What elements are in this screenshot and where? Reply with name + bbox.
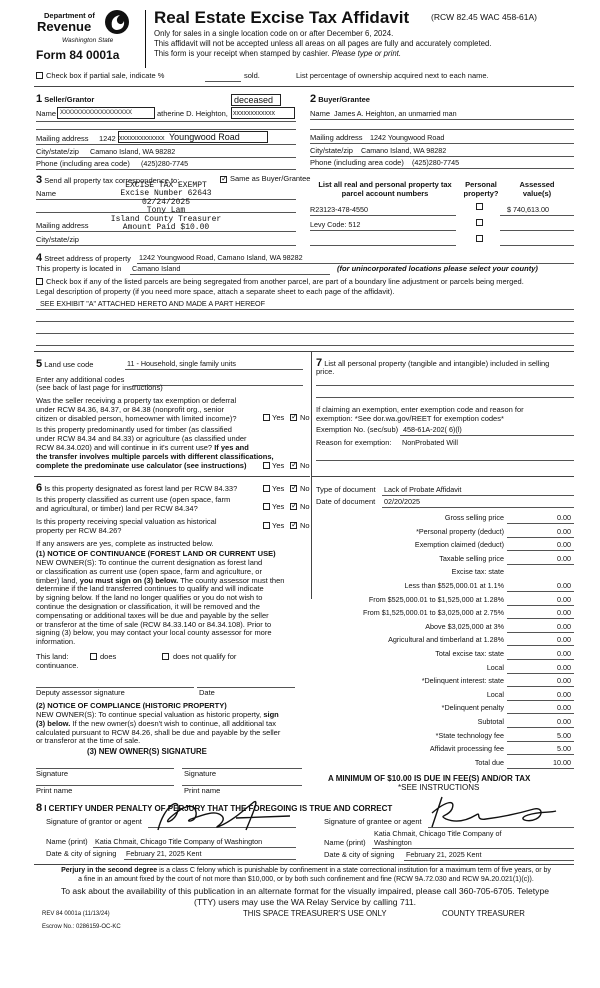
excise-exempt-stamp bbox=[96, 182, 236, 232]
escrow-number: Escrow No.: 0286159-OC-KC bbox=[42, 924, 121, 930]
notice-continuance-body: NEW OWNER(S): To continue the current designation as forest land or classification as current use (open space, farm and agriculture, or timber) land, you must sign on (3) below. The county assessor must then determine if the land transferred continues to qualify and will indicate by signing below. If the land no longer qualifies or you do not wish to continue the designation or classification, it will be removed and the compensating or additional taxes will be due and payable by the seller or transferor at the time of sale (RCW 84.33.140 or 84.34.108). Prior to signing (3) below, you may contact your local county assessor for more information. bbox=[36, 558, 285, 647]
grantee-name-label: Name (print) bbox=[324, 838, 366, 847]
parcel-header-col2: Personal property? bbox=[463, 180, 499, 198]
partial-sale-percent-field[interactable] bbox=[205, 81, 241, 82]
tax-row-label: Less than $525,000.01 at 1.1% bbox=[404, 581, 504, 590]
personal-property-label2: price. bbox=[316, 367, 335, 376]
grantor-date-label: Date & city of signing bbox=[46, 849, 117, 858]
seller-name-redacted2: xxxxxxxxxxxx bbox=[233, 110, 275, 117]
tax-row-label: *Personal property (deduct) bbox=[416, 526, 504, 536]
tax-row-value[interactable]: 0.00 bbox=[557, 513, 571, 522]
seller-mailing-label: Mailing address bbox=[36, 134, 89, 143]
land-use-value[interactable]: 11 - Household, single family units bbox=[127, 359, 236, 368]
tax-row-label: Excise tax: state bbox=[451, 567, 504, 577]
grantee-name-value-a[interactable]: Katia Chmait, Chicago Title Company of bbox=[374, 829, 502, 838]
tax-row-label: Local bbox=[486, 662, 504, 672]
current-use-question: Is this property classified as current use (open space, farm and agricultural, or timber) land per RCW 84.34? bbox=[36, 495, 231, 513]
historic-no-checkbox[interactable] bbox=[290, 522, 297, 529]
no-label: No bbox=[300, 413, 310, 422]
forest-no-checkbox[interactable] bbox=[290, 485, 297, 492]
grantor-signature-icon bbox=[150, 796, 300, 836]
tax-row-value[interactable]: 0.00 bbox=[557, 526, 571, 536]
doc-date-label: Date of document bbox=[316, 497, 376, 506]
parcel-number-1[interactable]: R23123-478-4550 bbox=[310, 205, 368, 214]
tax-row-value[interactable]: 0.00 bbox=[557, 717, 571, 726]
claim-exemption-note: If claiming an exemption, enter exemption code and reason for exemption: *See dor.wa.gov/REET for exemption codes* bbox=[316, 405, 524, 423]
partial-sale-sold: sold. bbox=[244, 71, 260, 80]
grantor-date-value[interactable]: February 21, 2025 Kent bbox=[126, 849, 202, 858]
ownership-note: List percentage of ownership acquired next to each name. bbox=[296, 71, 489, 80]
reason-label: Reason for exemption: bbox=[316, 438, 392, 447]
no-label: No bbox=[300, 521, 310, 530]
owner-print-name-label: Print name bbox=[36, 786, 73, 795]
parcel-header-col3: Assessed value(s) bbox=[519, 180, 555, 198]
revision-label: REV 84 0001a (11/13/24) bbox=[42, 911, 110, 917]
seller-heading: 1 Seller/Grantor bbox=[36, 93, 95, 105]
timber-no-checkbox[interactable] bbox=[290, 462, 297, 469]
exemption-question: Was the seller receiving a property tax exemption or deferral under RCW 84.36, 84.37, or 84.38 (nonprofit org., senior citizen or disabled person, homeowner with limited income)? bbox=[36, 396, 237, 423]
land-use-label: 5 Land use code bbox=[36, 358, 94, 370]
reason-value[interactable]: NonProbated Will bbox=[402, 438, 458, 447]
personal-property-checkbox-2[interactable] bbox=[476, 219, 483, 226]
buyer-heading: 2 Buyer/Grantee bbox=[310, 93, 370, 105]
personal-property-label: 7 List all personal property (tangible and intangible) included in selling bbox=[316, 357, 550, 369]
tax-row-label: *Delinquent penalty bbox=[441, 703, 504, 713]
tax-row-label: Affidavit processing fee bbox=[429, 744, 504, 754]
assessed-value-1[interactable]: $ 740,613.00 bbox=[507, 205, 549, 214]
tax-row-label: Agricultural and timberland at 1.28% bbox=[388, 635, 504, 645]
no-label: No bbox=[300, 484, 310, 493]
tax-row-label: Total excise tax: state bbox=[435, 649, 504, 658]
header-note3: This form is your receipt when stamped by cashier. Please type or print. bbox=[154, 49, 402, 58]
seller-deceased-box: deceased bbox=[231, 94, 281, 106]
stamp-line: Amount Paid $10.00 bbox=[122, 222, 210, 232]
owner-signature-label: Signature bbox=[184, 769, 217, 778]
form-number: Form 84 0001a bbox=[36, 48, 120, 62]
yes-label: Yes bbox=[272, 521, 285, 530]
owner-print-name-label: Print name bbox=[184, 786, 221, 795]
minimum-fee-note: A MINIMUM OF $10.00 IS DUE IN FEE(S) AND/OR TAX bbox=[328, 774, 531, 783]
no-label: No bbox=[300, 502, 310, 511]
located-in-label: This property is located in bbox=[36, 264, 122, 273]
tax-row-label: From $1,525,000.01 to $3,025,000 at 2.75% bbox=[362, 608, 504, 618]
segregated-note: Check box if any of the listed parcels are being segregated from another parcel, are part of a boundary line adjustment or parcels being merged. bbox=[46, 277, 524, 286]
perjury-note: Perjury in the second degree is a class C felony which is punishable by confinement in a state correctional institution for a maximum term of five years, or by a fine in an amount fixed by the court of not more than $10,000, or by both such confinement and fine (RCW 9A.72.030 and RCW 9A.20.021(1)(c)). bbox=[61, 867, 551, 883]
tax-row-label: *Delinquent interest: state bbox=[421, 676, 504, 686]
tax-row-label: Exemption claimed (deduct) bbox=[414, 540, 504, 550]
dept-line3: Washington State bbox=[62, 37, 114, 44]
exemption-no-label: Exemption No. (sec/sub) bbox=[316, 425, 399, 434]
same-as-buyer-label: Same as Buyer/Grantee bbox=[230, 174, 311, 183]
header-note2: This affidavit will not be accepted unless all areas on all pages are fully and accurately completed. bbox=[154, 39, 492, 48]
header-note1: Only for sales in a single location code on or after December 6, 2024. bbox=[154, 29, 394, 38]
yes-label: Yes bbox=[272, 413, 285, 422]
legal-description-value[interactable]: SEE EXHIBIT "A" ATTACHED HERETO AND MADE A PART HEREOF bbox=[40, 299, 266, 308]
continuance-label: continuance. bbox=[36, 661, 79, 670]
grantor-name-label: Name (print) bbox=[46, 837, 88, 846]
new-owner-signature-title: (3) NEW OWNER(S) SIGNATURE bbox=[87, 747, 207, 756]
tax-row-label: From $525,000.01 to $1,525,000 at 1.28% bbox=[368, 594, 504, 604]
buyer-mailing-label: Mailing address bbox=[310, 133, 363, 142]
current-use-yes-checkbox[interactable] bbox=[263, 503, 270, 510]
dor-logo-icon bbox=[104, 9, 130, 35]
yes-label: Yes bbox=[272, 461, 285, 470]
seller-phone-value[interactable]: (425)280-7745 bbox=[141, 159, 189, 168]
tax-row-value[interactable]: 0.00 bbox=[557, 703, 571, 713]
levy-code[interactable]: Levy Code: 512 bbox=[310, 220, 361, 229]
tax-row-label: Local bbox=[486, 689, 504, 699]
tax-row-value[interactable]: 0.00 bbox=[557, 540, 571, 550]
notice-compliance-body: NEW OWNER(S): To continue special valuation as historic property, sign (3) below. If the new owner(s) doesn't wish to continue, all additional tax calculated pursuant to RCW 84.26, shall be due and payable by the seller or transferor at the time of sale. bbox=[36, 710, 281, 746]
seller-mailing-redacted: xxxxxxxxxxxxx bbox=[119, 135, 165, 142]
if-yes-note: If any answers are yes, complete as instructed below. bbox=[36, 539, 214, 548]
tax-row-label: Total due bbox=[474, 757, 504, 767]
tax-row-value[interactable]: 0.00 bbox=[557, 621, 571, 631]
deputy-date-label: Date bbox=[199, 688, 215, 697]
tax-row-label: Gross selling price bbox=[444, 513, 504, 522]
seller-city-label: City/state/zip bbox=[36, 147, 79, 156]
segregated-checkbox[interactable] bbox=[36, 278, 43, 285]
yes-label: Yes bbox=[272, 484, 285, 493]
historic-yes-checkbox[interactable] bbox=[263, 522, 270, 529]
personal-property-checkbox-1[interactable] bbox=[476, 203, 483, 210]
tax-row-value[interactable]: 0.00 bbox=[557, 662, 571, 672]
grantee-name-value-b[interactable]: Washington bbox=[374, 838, 412, 847]
tax-row-value[interactable]: 0.00 bbox=[557, 676, 571, 686]
tax-row-value[interactable]: 5.00 bbox=[557, 730, 571, 740]
notice-compliance-title: (2) NOTICE OF COMPLIANCE (HISTORIC PROPERTY) bbox=[36, 701, 227, 710]
tax-row-value[interactable]: 5.00 bbox=[557, 744, 571, 754]
doc-date-value[interactable]: 02/20/2025 bbox=[384, 497, 420, 506]
stamp-line: Excise Number 62643 bbox=[120, 189, 212, 199]
tax-row-value[interactable]: 0.00 bbox=[557, 608, 571, 618]
correspondence-city-label: City/state/zip bbox=[36, 235, 79, 244]
deputy-signature-label: Deputy assessor signature bbox=[36, 688, 125, 697]
located-in-value[interactable]: Camano Island bbox=[132, 264, 181, 273]
street-address-label: 4 Street address of property bbox=[36, 252, 131, 264]
forest-yes-checkbox[interactable] bbox=[263, 485, 270, 492]
buyer-phone-label: Phone (including area code) bbox=[310, 158, 404, 167]
does-label: does bbox=[100, 652, 117, 661]
street-address-value[interactable]: 1242 Youngwood Road, Camano Island, WA 98282 bbox=[139, 253, 303, 262]
seller-mailing-num[interactable]: 1242 bbox=[99, 134, 116, 143]
seller-name-label: Name bbox=[36, 109, 57, 118]
correspondence-heading: 3 Send all property tax correspondence to: bbox=[36, 174, 180, 186]
exemption-no-checkbox[interactable] bbox=[290, 414, 297, 421]
seller-phone-label: Phone (including area code) bbox=[36, 159, 130, 168]
grantee-date-label: Date & city of signing bbox=[324, 850, 395, 859]
additional-codes-label: Enter any additional codes bbox=[36, 375, 125, 384]
dept-line1: Department of bbox=[44, 11, 95, 20]
buyer-name-value[interactable]: James A. Heighton, an unmarried man bbox=[334, 109, 457, 118]
no-label: No bbox=[300, 461, 310, 470]
tax-row-label: *State technology fee bbox=[435, 730, 504, 740]
tax-row-value[interactable]: 0.00 bbox=[557, 689, 571, 699]
correspondence-name-label: Name bbox=[36, 189, 57, 198]
grantee-signature-label: Signature of grantee or agent bbox=[324, 817, 422, 826]
grantee-date-value[interactable]: February 21, 2025 Kent bbox=[406, 850, 482, 859]
stamp-line: Island County Treasurer bbox=[110, 214, 222, 224]
tax-row-label: Taxable selling price bbox=[439, 553, 504, 563]
stamp-line: EXCISE TAX EXEMPT bbox=[125, 181, 207, 190]
does-qualify-checkbox[interactable] bbox=[90, 653, 97, 660]
doc-type-label: Type of document bbox=[316, 485, 376, 494]
county-treasurer-label: COUNTY TREASURER bbox=[442, 909, 525, 918]
tax-row-value[interactable]: 0.00 bbox=[557, 635, 571, 645]
does-not-label: does not qualify for bbox=[173, 652, 237, 661]
notice-continuance-title: (1) NOTICE OF CONTINUANCE (FOREST LAND OR CURRENT USE) bbox=[36, 549, 276, 558]
seller-city-value[interactable]: Camano Island, WA 98282 bbox=[90, 147, 176, 156]
buyer-mailing-value[interactable]: 1242 Youngwood Road bbox=[370, 133, 445, 142]
buyer-name-label: Name bbox=[310, 109, 331, 118]
seller-mailing-street: Youngwood Road bbox=[118, 131, 268, 143]
yes-label: Yes bbox=[272, 502, 285, 511]
tax-row-value[interactable]: 0.00 bbox=[557, 594, 571, 604]
see-back-note: (see back of last page for instructions) bbox=[36, 383, 163, 392]
doc-type-value[interactable]: Lack of Probate Affidavit bbox=[384, 485, 462, 494]
tax-row-label: Above $3,025,000 at 3% bbox=[425, 621, 504, 631]
correspondence-mailing-label: Mailing address bbox=[36, 221, 89, 230]
exemption-yes-checkbox[interactable] bbox=[263, 414, 270, 421]
partial-sale-checkbox[interactable] bbox=[36, 72, 43, 79]
timber-yes-checkbox[interactable] bbox=[263, 462, 270, 469]
historic-question: Is this property receiving special valuation as historical property per RCW 84.26? bbox=[36, 517, 217, 535]
form-title: Real Estate Excise Tax Affidavit bbox=[154, 8, 410, 27]
exemption-no-value[interactable]: 458-61A-202( 6)(l) bbox=[403, 425, 462, 434]
partial-sale-label: Check box if partial sale, indicate % bbox=[46, 71, 165, 80]
alternate-format-note: To ask about the availability of this publication in an alternate format for the visually impaired, please call 360-705-6705. Teletype (TTY) users may use the WA Relay Service by calling 711. bbox=[60, 886, 550, 907]
see-instructions-note: *SEE INSTRUCTIONS bbox=[398, 783, 480, 792]
tax-row-value[interactable]: 10.00 bbox=[553, 757, 571, 767]
grantee-signature-icon bbox=[416, 793, 566, 829]
stamp-line: 02/24/2025 bbox=[141, 197, 190, 207]
located-in-note: (for unincorporated locations please select your county) bbox=[337, 264, 538, 273]
rcw-reference: (RCW 82.45 WAC 458-61A) bbox=[431, 12, 537, 22]
this-land-label: This land: bbox=[36, 652, 69, 661]
dept-line2: Revenue bbox=[37, 19, 92, 34]
current-use-no-checkbox[interactable] bbox=[290, 503, 297, 510]
stamp-line: Tony Lam bbox=[146, 206, 186, 216]
personal-property-checkbox-3[interactable] bbox=[476, 235, 483, 242]
treasurer-use-label: THIS SPACE TREASURER'S USE ONLY bbox=[243, 909, 387, 918]
does-not-qualify-checkbox[interactable] bbox=[162, 653, 169, 660]
tax-row-value[interactable]: 0.00 bbox=[557, 553, 571, 563]
legal-description-label: Legal description of property (if you need more space, attach a separate sheet to each page of the affidavit). bbox=[36, 287, 395, 296]
owner-signature-label: Signature bbox=[36, 769, 69, 778]
seller-name-redacted: XXXXXXXXXXXXXXXXXX bbox=[57, 107, 155, 119]
grantor-name-value[interactable]: Katia Chmait, Chicago Title Company of Washington bbox=[95, 837, 263, 846]
certify-heading: 8 I CERTIFY UNDER PENALTY OF PERJURY THAT THE FOREGOING IS TRUE AND CORRECT bbox=[36, 802, 393, 814]
seller-name-value[interactable]: atherine D. Heighton, bbox=[157, 109, 228, 118]
buyer-phone-value[interactable]: (425)280-7745 bbox=[412, 158, 460, 167]
buyer-city-label: City/state/zip bbox=[310, 146, 353, 155]
tax-row-value[interactable]: 0.00 bbox=[557, 649, 571, 658]
parcel-header-col1: List all real and personal property tax parcel account numbers bbox=[318, 180, 452, 198]
tax-row-label: Subtotal bbox=[477, 717, 504, 726]
tax-row-value[interactable]: 0.00 bbox=[557, 581, 571, 590]
timber-question: Is this property predominantly used for timber (as classified under RCW 84.34 and 84.33) or agriculture (as classified under RCW 84.34.020) and will continue in it's current use? If yes and the transfer involves multiple parcels with different classifications, complete the predominate use calculator (see instructions) bbox=[36, 425, 274, 470]
buyer-city-value[interactable]: Camano Island, WA 98282 bbox=[361, 146, 447, 155]
forest-question: 6 Is this property designated as forest land per RCW 84.33? bbox=[36, 482, 238, 494]
grantor-signature-label: Signature of grantor or agent bbox=[46, 817, 142, 826]
